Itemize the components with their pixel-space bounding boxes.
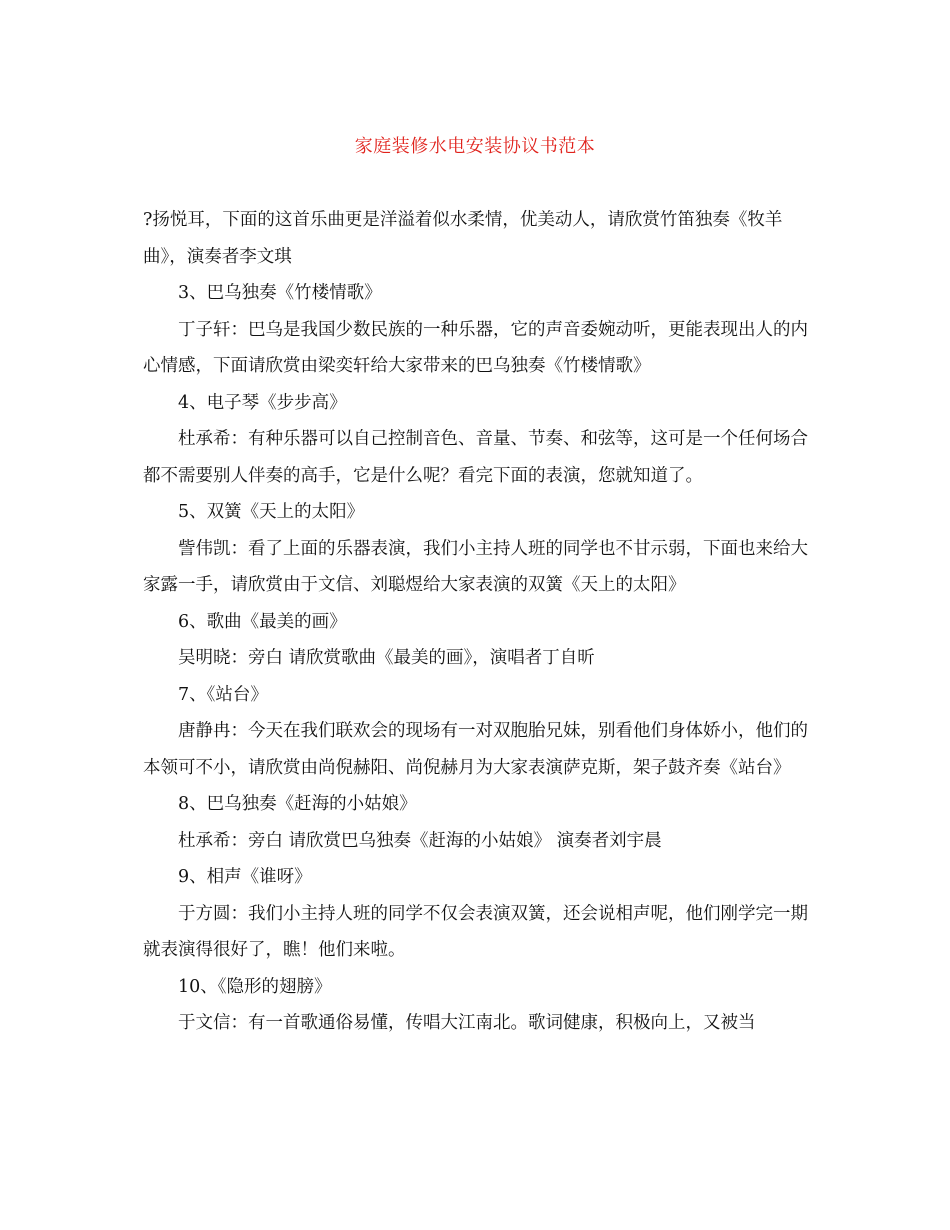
document-title: 家庭装修水电安装协议书范本 <box>354 136 596 157</box>
paragraph: 杜承希：旁白 请欣赏巴乌独奏《赶海的小姑娘》 演奏者刘宇晨 <box>178 830 662 851</box>
section-heading: 4、电子琴《步步高》 <box>178 392 347 413</box>
paragraph: 訾伟凯：看了上面的乐器表演，我们小主持人班的同学也不甘示弱，下面也来给大家露一手，请欣赏由于文信、刘聪煜给大家表演的双簧《天上的太阳》 <box>143 538 808 595</box>
paragraph: 丁子轩：巴乌是我国少数民族的一种乐器，它的声音委婉动听，更能表现出人的内心情感，下面请欣赏由梁奕轩给大家带来的巴乌独奏《竹楼情歌》 <box>143 319 808 376</box>
section-heading: 5、双簧《天上的太阳》 <box>178 502 365 522</box>
paragraph: 于文信：有一首歌通俗易懂，传唱大江南北。歌词健康，积极向上，又被当 <box>178 1013 756 1033</box>
section-heading: 7、《站台》 <box>178 684 268 705</box>
paragraph: 唐静冉：今天在我们联欢会的现场有一对双胞胎兄妹，别看他们身体娇小，他们的本领可不小，请欣赏由尚倪赫阳、尚倪赫月为大家表演萨克斯，架子鼓齐奏《站台》 <box>143 721 808 778</box>
paragraph: 吴明晓：旁白 请欣赏歌曲《最美的画》，演唱者丁自昕 <box>178 648 595 668</box>
document-body <box>143 202 808 1042</box>
section-heading: 6、歌曲《最美的画》 <box>178 611 347 632</box>
section-heading: 10、《隐形的翅膀》 <box>178 976 332 997</box>
section-heading: 8、巴乌独奏《赶海的小姑娘》 <box>178 794 417 814</box>
paragraph: ?扬悦耳，下面的这首乐曲更是洋溢着似水柔情，优美动人，请欣赏竹笛独奏《牧羊曲》，演奏者李文琪 <box>143 210 783 267</box>
section-heading: 3、巴乌独奏《竹楼情歌》 <box>178 283 382 303</box>
paragraph: 杜承希：有种乐器可以自己控制音色、音量、节奏、和弦等，这可是一个任何场合都不需要别人伴奏的高手，它是什么呢？看完下面的表演，您就知道了。 <box>143 429 808 486</box>
paragraph: 于方圆：我们小主持人班的同学不仅会表演双簧，还会说相声呢，他们刚学完一期就表演得很好了，瞧！他们来啦。 <box>143 903 808 960</box>
section-heading: 9、相声《谁呀》 <box>178 867 312 887</box>
